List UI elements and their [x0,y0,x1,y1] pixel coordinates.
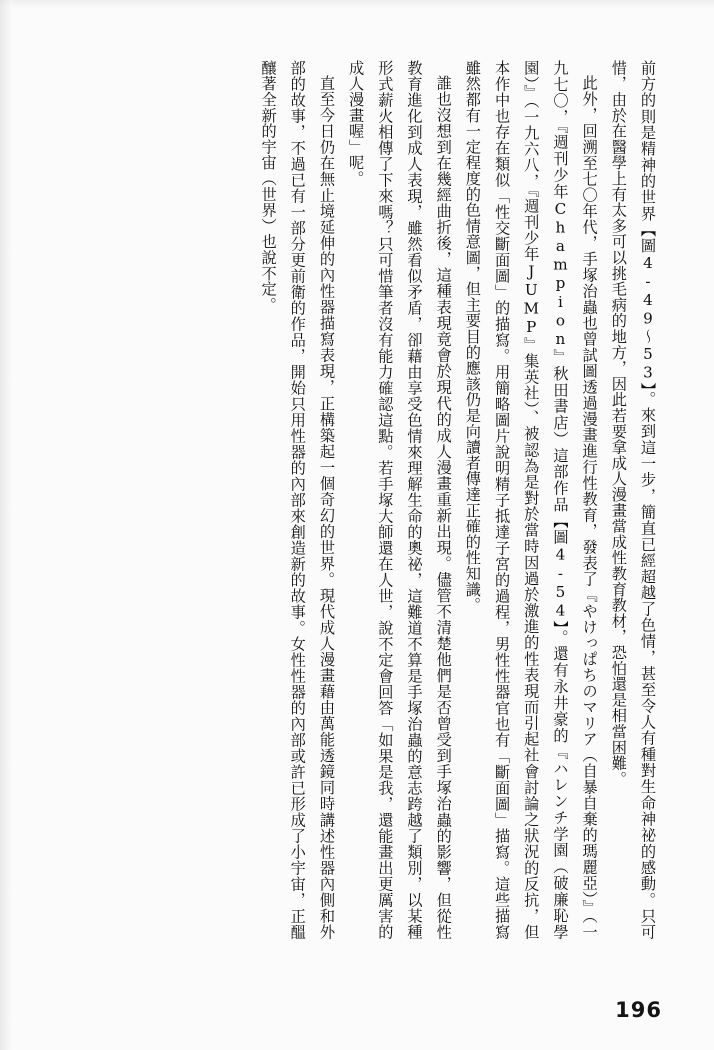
page-number: 196 [615,998,662,1022]
vertical-text-body [52,60,662,940]
page-content-area [52,60,662,970]
page-edge-shadow-left [0,0,12,1050]
paragraph-4: 直至今日仍在無止境延伸的內性器描寫表現，正構築起一個奇幻的世界。現代成人漫畫藉由萬能透鏡同時講述性器內側和外部的故事，不過已有一部分更前衛的作品，開始只用性器的內部來創造新的故事。女性性器的內部或許已形成了小宇宙，正醞釀著全新的宇宙（世界）也說不定。 [259,60,336,940]
paragraph-1: 前方的則是精神的世界【圖4-49〜53】。來到這一步，簡直已經超越了色情，甚至令人有種對生命神祕的感動。只可惜，由於在醫學上有太多可以挑毛病的地方，因此若要拿成人漫畫當成性教育教材，恐怕還是相當困難。 [609,60,657,940]
paragraph-3: 誰也沒想到在幾經曲折後，這種表現竟會於現代的成人漫畫重新出現。儘管不清楚他們是否曾受到手塚治蟲的影響，但從性教育進化到成人表現，雖然看似矛盾，卻藉由享受色情來理解生命的奧祕，這難道不算是手塚治蟲的意志跨越了類別，以某種形式薪火相傳了下來嗎？只可惜筆者沒有能力確認這點。若手塚大師還在人世，說不定會回答「如果是我，還能畫出更厲害的成人漫畫喔」呢。 [347,60,453,940]
paragraph-2: 此外，回溯至七〇年代，手塚治蟲也曾試圖透過漫畫進行性教育，發表了『やけっぱちのマリア（自暴自棄的瑪麗亞）』（一九七〇，『週刊少年Champion』秋田書店）這部作品【圖4-54】。還有永井豪的『ハレンチ学園（破廉恥學園）』（一九六八，『週刊少年JUMP』集英社）、被認為是對於當時因過於激進的性表現而引起社會討論之狀況的反抗，但本作中也存在類似「性交斷面圖」的描寫。用簡略圖片說明精子抵達子宮的過程，男性性器官也有「斷面圖」描寫。這些描寫雖然都有一定程度的色情意圖，但主要目的應該仍是向讀者傳達正確的性知識。 [463,60,599,940]
page-edge-shadow-top [0,0,714,8]
